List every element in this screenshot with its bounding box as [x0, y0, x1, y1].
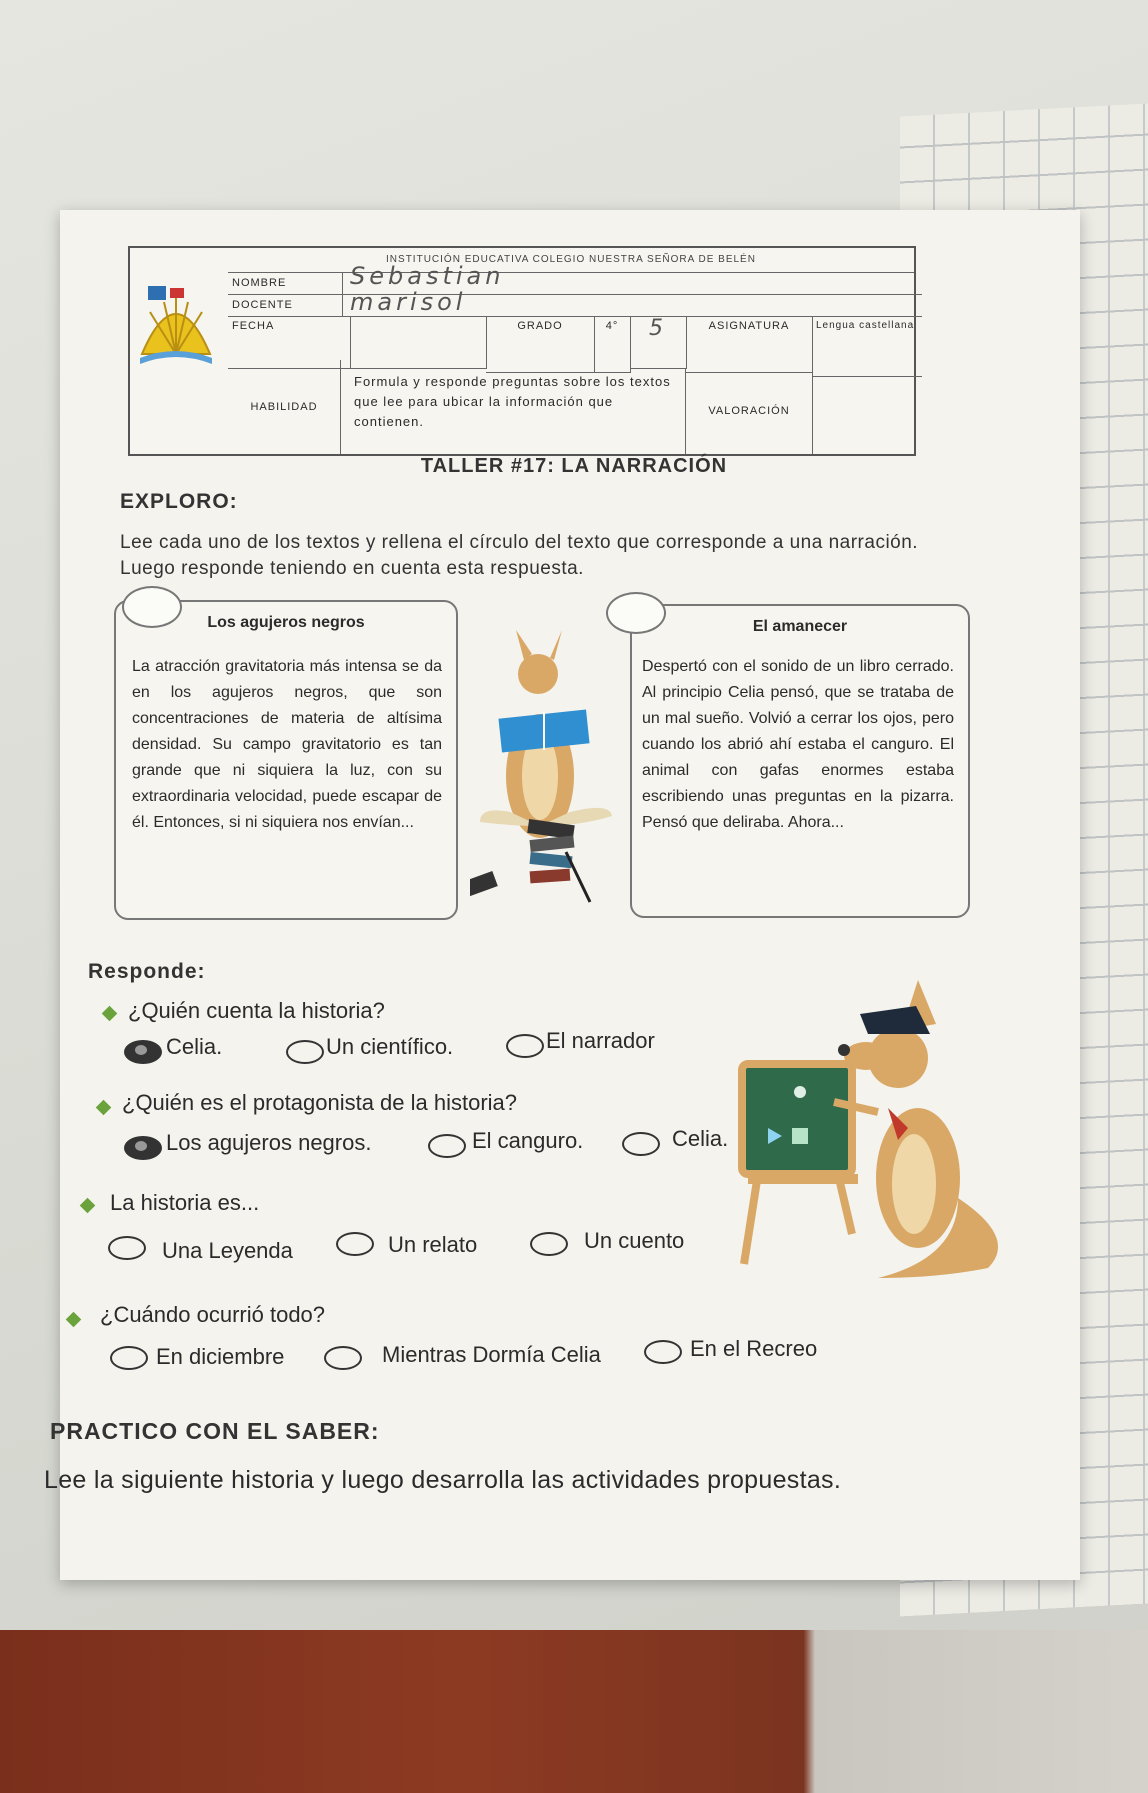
- answer-option: En el Recreo: [690, 1336, 818, 1361]
- question-text: ¿Quién cuenta la historia?: [128, 998, 385, 1023]
- responde-heading: Responde:: [88, 960, 206, 983]
- exploro-heading: EXPLORO:: [120, 490, 238, 513]
- answer-option: El narrador: [546, 1028, 655, 1053]
- fecha-value: [346, 316, 487, 369]
- question-text: ¿Cuándo ocurrió todo?: [100, 1302, 326, 1327]
- kangaroo-reading-icon: [470, 626, 620, 906]
- asignatura-value: Lengua castellana: [812, 316, 922, 377]
- grado-value: 4°: [594, 316, 631, 373]
- answer-radio-selected[interactable]: [124, 1136, 162, 1160]
- answer-radio[interactable]: [506, 1034, 544, 1058]
- answer-radio[interactable]: [530, 1232, 568, 1256]
- answer-option: Los agujeros negros.: [166, 1130, 372, 1155]
- valoracion-label: VALORACIÓN: [686, 368, 813, 454]
- docente-label: DOCENTE: [228, 294, 343, 317]
- question-text: La historia es...: [110, 1190, 260, 1215]
- answer-option: Un científico.: [326, 1034, 454, 1059]
- answer-option: Una Leyenda: [162, 1238, 293, 1263]
- answer-option: Un relato: [388, 1232, 478, 1257]
- fecha-label: FECHA: [228, 316, 351, 369]
- answer-option: Un cuento: [584, 1228, 685, 1253]
- kangaroo-teacher-icon: [738, 978, 1018, 1298]
- grado-hand: 5: [630, 316, 687, 369]
- story-title: Los agujeros negros: [207, 614, 365, 631]
- question-text: ¿Quién es el protagonista de la historia?: [122, 1090, 518, 1115]
- practico-heading: PRACTICO CON EL SABER:: [50, 1418, 380, 1444]
- header-table: [128, 246, 916, 456]
- nombre-value: Sebastian: [342, 262, 922, 295]
- answer-option: Mientras Dormía Celia: [382, 1342, 601, 1367]
- answer-radio[interactable]: [644, 1340, 682, 1364]
- answer-radio[interactable]: [428, 1134, 466, 1158]
- answer-radio[interactable]: [324, 1346, 362, 1370]
- answer-radio[interactable]: [622, 1132, 660, 1156]
- taller-title: TALLER #17: LA NARRACIÓN: [420, 455, 728, 477]
- answer-option: Celia.: [672, 1126, 729, 1151]
- answer-option: El canguro.: [472, 1128, 584, 1153]
- story-1-select-circle[interactable]: [122, 586, 182, 628]
- story-title: El amanecer: [752, 618, 848, 635]
- school-crest-icon: [136, 284, 216, 366]
- asignatura-label: ASIGNATURA: [686, 316, 813, 373]
- story-card-1: [114, 600, 458, 920]
- answer-radio[interactable]: [110, 1346, 148, 1370]
- answer-option: Celia.: [166, 1034, 223, 1059]
- story-body: Despertó con el sonido de un libro cerrado. Al principio Celia pensó, que se trataba de un mal sueño. Volvió a cerrar los ojos, pero cuando los abrió ahí estaba el canguro. El animal con gafas enormes estaba escribiendo unas preguntas en la pizarra. Pensó que deliraba. Ahora...: [642, 658, 954, 831]
- answer-radio[interactable]: [336, 1232, 374, 1256]
- answer-radio[interactable]: [286, 1040, 324, 1064]
- exploro-instruction: Lee cada uno de los textos y rellena el círculo del texto que corresponde a una narración. Luego responde teniendo en cuenta esta respuesta.: [120, 532, 919, 579]
- habilidad-label: HABILIDAD: [228, 360, 341, 454]
- institution-name: INSTITUCIÓN EDUCATIVA COLEGIO NUESTRA SEÑORA DE BELÉN: [228, 248, 914, 273]
- answer-option: En diciembre: [156, 1344, 285, 1369]
- nombre-label: NOMBRE: [228, 272, 343, 295]
- story-body: La atracción gravitatoria más intensa se da en los agujeros negros, que son concentraciones de materia de altísima densidad. Su campo gravitatorio es tan grande que ni siquiera la luz, con su extraordinaria velocidad, puede escapar de él. Entonces, si ni siquiera nos envían...: [132, 658, 442, 831]
- answer-radio-selected[interactable]: [124, 1040, 162, 1064]
- practico-instruction: Lee la siguiente historia y luego desarrolla las actividades propuestas.: [44, 1466, 842, 1494]
- story-card-2: [630, 604, 970, 918]
- grado-label: GRADO: [486, 316, 595, 373]
- answer-radio[interactable]: [108, 1236, 146, 1260]
- background-floor: [0, 1630, 1148, 1793]
- habilidad-value: Formula y responde preguntas sobre los textos que lee para ubicar la información que contienen.: [346, 368, 686, 454]
- docente-value: marisol: [342, 288, 922, 317]
